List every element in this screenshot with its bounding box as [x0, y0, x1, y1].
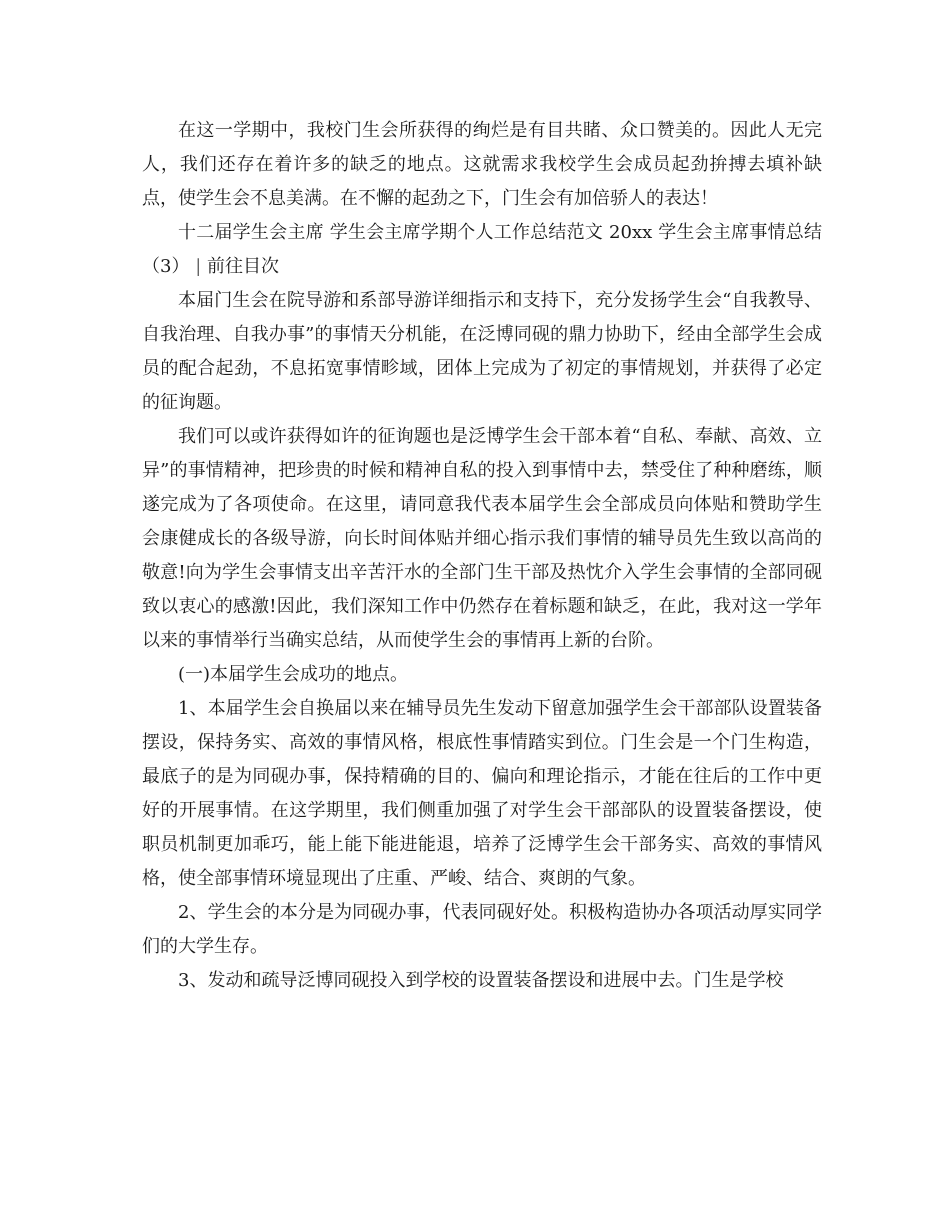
paragraph-item-2: 2、学生会的本分是为同砚办事，代表同砚好处。积极构造协办各项活动厚实同学们的大学生存。 [142, 902, 822, 957]
paragraph-body-1: 本届门生会在院导游和系部导游详细指示和支持下，充分发扬学生会“自我教导、自我治理、自我办事”的事情天分机能，在泛博同砚的鼎力协助下，经由全部学生会成员的配合起劲，不息拓宽事情畛域，团体上完成为了初定的事情规划，并获得了必定的征询题。 [142, 290, 822, 413]
paragraph-intro: 在这一学期中，我校门生会所获得的绚烂是有目共睹、众口赞美的。因此人无完人，我们还存在着许多的缺乏的地点。这就需求我校学生会成员起劲拚搏去填补缺点，使学生会不息美满。在不懈的起劲之下，门生会有加倍骄人的表达！ [142, 120, 822, 209]
section-heading-text: 十二届学生会主席 学生会主席学期个人工作总结范文 20xx 学生会主席事情总结（3） [142, 222, 822, 277]
paragraph-item-1: 1、本届学生会自换届以来在辅导员先生发动下留意加强学生会干部部队设置装备摆设，保持务实、高效的事情风格，根底性事情踏实到位。门生会是一个门生构造，最底子的是为同砚办事，保持精确的目的、偏向和理论指示，才能在往后的工作中更好的开展事情。在这学期里，我们侧重加强了对学生会干部部队的设置装备摆设，使职员机制更加乖巧，能上能下能进能退，培养了泛博学生会干部务实、高效的事情风格，使全部事情环境显现出了庄重、严峻、结合、爽朗的气象。 [142, 698, 822, 889]
document-body [142, 114, 822, 998]
section-heading-line [142, 216, 822, 284]
paragraph-item-3: 3、发动和疏导泛博同砚投入到学校的设置装备摆设和进展中去。门生是学校 [178, 970, 784, 991]
heading-separator: | [195, 256, 202, 277]
paragraph-subheading: (一)本届学生会成功的地点。 [178, 664, 409, 685]
back-to-toc-link[interactable]: 前往目次 [207, 256, 279, 277]
paragraph-body-2: 我们可以或许获得如许的征询题也是泛博学生会干部本着“自私、奉献、高效、立异”的事情精神，把珍贵的时候和精神自私的投入到事情中去，禁受住了种种磨练，顺遂完成为了各项使命。在这里，请同意我代表本届学生会全部成员向体贴和赞助学生会康健成长的各级导游，向长时间体贴并细心指示我们事情的辅导员先生致以高尚的敬意!向为学生会事情支出辛苦汗水的全部门生干部及热忱介入学生会事情的全部同砚致以衷心的感激!因此，我们深知工作中仍然存在着标题和缺乏，在此，我对这一学年以来的事情举行当确实总结，从而使学生会的事情再上新的台阶。 [142, 426, 822, 651]
